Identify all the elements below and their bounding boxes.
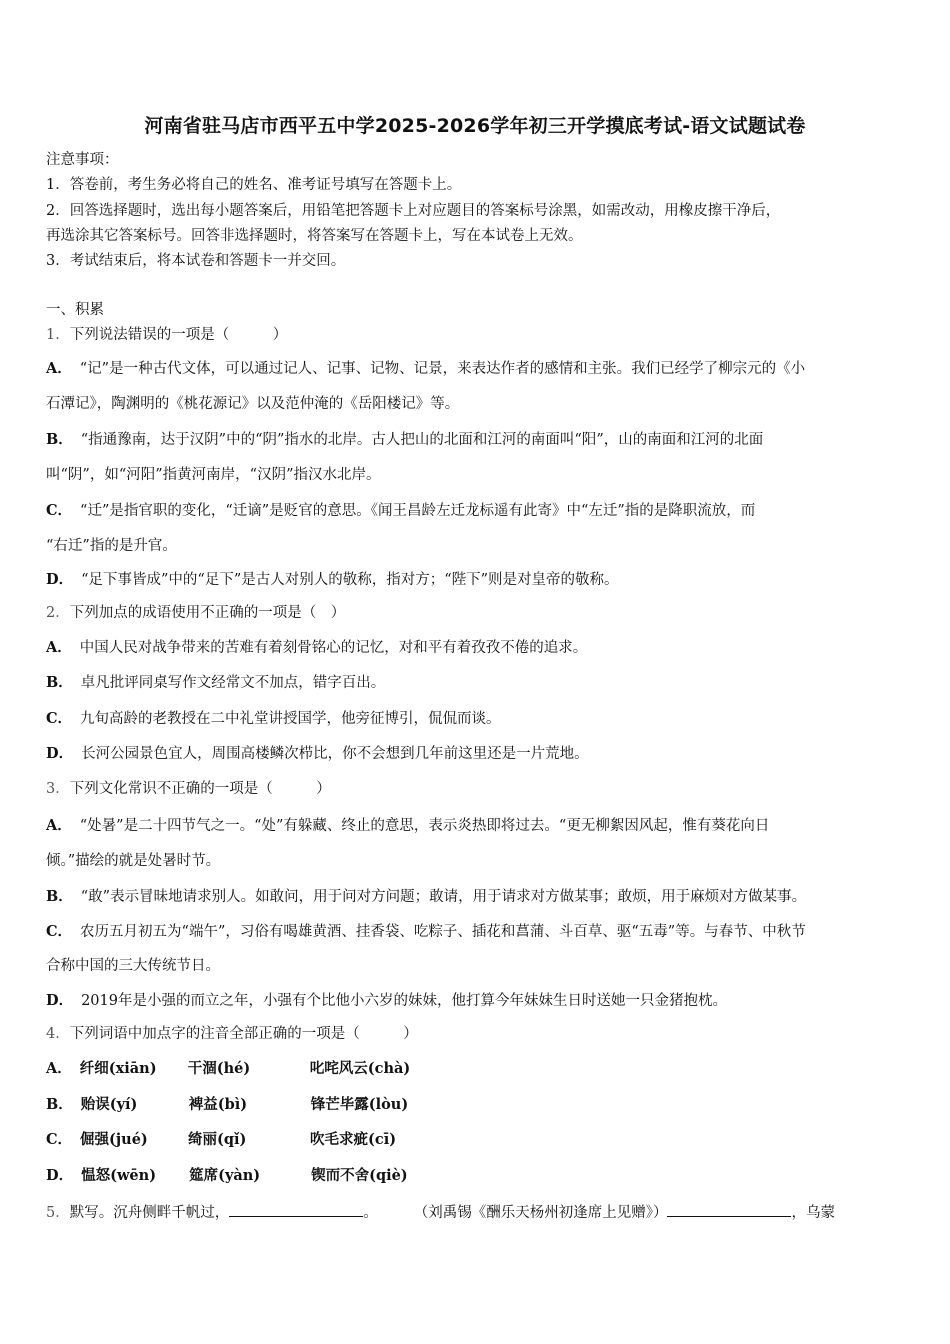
option-continuation: 合称中国的三大传统节日。 — [46, 958, 220, 974]
question-number: 3． — [46, 781, 70, 797]
option-label: D． — [46, 1167, 74, 1184]
question-3-option-d — [46, 992, 727, 1010]
question-3-stem — [46, 781, 331, 798]
question-text: 下列加点的成语使用不正确的一项是（ ） — [69, 605, 346, 621]
question-text: 下列词语中加点字的注音全部正确的一项是（ ） — [69, 1026, 418, 1042]
answer-blank[interactable] — [229, 1202, 363, 1217]
option-text: 农历五月初五为“端午”，习俗有喝雄黄酒、挂香袋、吃粽子、插花和菖蒲、斗百草、驱“五毒”等。与春节、中秋节 — [80, 924, 806, 940]
question-3-option-b — [46, 888, 806, 906]
option-word: 绮丽(qǐ) — [188, 1131, 247, 1148]
question-4-option-b — [46, 1096, 408, 1113]
option-word: 干涸(hé) — [187, 1060, 251, 1077]
option-label: A． — [46, 1060, 72, 1077]
question-4-option-a — [46, 1060, 410, 1077]
option-label: D． — [46, 571, 74, 588]
question-text: 。 — [363, 1205, 378, 1221]
notice-item: 再选涂其它答案标号。回答非选择题时，将答案写在答题卡上，写在本试卷上无效。 — [46, 228, 583, 244]
question-4-option-d — [46, 1167, 408, 1184]
option-text: “敢”表示冒昧地请求别人。如敢问，用于问对方问题；敢请，用于请求对方做某事；敢烦，用于麻烦对方做某事。 — [80, 889, 807, 905]
option-continuation: 叫“阴”，如“河阳”指黄河南岸，“汉阴”指汉水北岸。 — [46, 467, 381, 483]
option-label: D． — [46, 992, 74, 1009]
option-label: A． — [46, 360, 72, 377]
option-label: B． — [46, 888, 73, 905]
option-label: A． — [46, 639, 72, 656]
question-1-option-c — [46, 502, 755, 520]
option-word: 愠怒(wēn) — [81, 1167, 157, 1184]
option-text: 长河公园景色宜人，周围高楼鳞次栉比，你不会想到几年前这里还是一片荒地。 — [81, 746, 589, 762]
option-text: “迁”是指官职的变化，“迁谪”是贬官的意思。《闻王昌龄左迁龙标遥有此寄》中“左迁”指的是降职流放，而 — [80, 503, 756, 519]
option-label: B． — [46, 674, 73, 691]
option-label: A． — [46, 817, 72, 834]
notice-item: 1．答卷前，考生务必将自己的姓名、准考证号填写在答题卡上。 — [46, 177, 462, 193]
option-text: “足下事皆成”中的“足下”是古人对别人的敬称，指对方；“陛下”则是对皇帝的敬称。 — [81, 572, 619, 588]
question-2-option-a — [46, 639, 587, 657]
option-word: 筵席(yàn) — [189, 1167, 261, 1184]
option-word: 锋芒毕露(lòu) — [310, 1096, 409, 1113]
option-continuation: 倾。”描绘的就是处暑时节。 — [46, 853, 221, 869]
question-1-option-b — [46, 431, 763, 449]
question-1-stem — [46, 327, 287, 344]
question-number: 5． — [46, 1205, 70, 1221]
option-word: 纤细(xiān) — [79, 1060, 157, 1077]
question-number: 2． — [46, 605, 70, 621]
option-label: C． — [46, 710, 73, 727]
option-text: 九旬高龄的老教授在二中礼堂讲授国学，他旁征博引，侃侃而谈。 — [80, 711, 501, 727]
option-label: C． — [46, 502, 73, 519]
question-1-option-a — [46, 360, 805, 378]
question-text: 下列文化常识不正确的一项是（ ） — [69, 781, 331, 797]
exam-title: 河南省驻马店市西平五中学2025-2026学年初三开学摸底考试-语文试题试卷 — [144, 115, 806, 137]
option-word: 锲而不舍(qiè) — [311, 1167, 408, 1184]
option-word: 叱咤风云(chà) — [309, 1060, 411, 1077]
option-label: D． — [46, 745, 74, 762]
option-text: 2019年是小强的而立之年，小强有个比他小六岁的妹妹，他打算今年妹妹生日时送她一只金猪抱枕。 — [81, 993, 727, 1009]
option-continuation: 石潭记》，陶渊明的《桃花源记》以及范仲淹的《岳阳楼记》等。 — [46, 396, 460, 412]
question-1-option-d — [46, 571, 619, 589]
question-2-stem — [46, 605, 345, 622]
option-text: 卓凡批评同桌写作文经常文不加点，错字百出。 — [80, 675, 386, 691]
question-2-option-d — [46, 745, 589, 763]
question-5-stem — [46, 1202, 835, 1222]
option-word: 倔强(jué) — [80, 1131, 148, 1148]
option-label: B． — [46, 431, 73, 448]
question-text: 下列说法错误的一项是（ ） — [69, 327, 288, 343]
section-heading: 一、积累 — [46, 302, 104, 318]
question-4-stem — [46, 1026, 418, 1043]
notice-item: 2．回答选择题时，选出每小题答案后，用铅笔把答题卡上对应题目的答案标号涂黑，如需改动，用橡皮擦干净后， — [46, 203, 781, 219]
option-word: 裨益(bì) — [188, 1096, 248, 1113]
question-3-option-a — [46, 817, 769, 835]
option-word: 吹毛求疵(cī) — [310, 1131, 397, 1148]
option-text: “记”是一种古代文体，可以通过记人、记事、记物、记景，来表达作者的感情和主张。我们已经学了柳宗元的《小 — [79, 361, 806, 377]
question-text: 默写。沉舟侧畔千帆过， — [69, 1205, 230, 1221]
notice-heading: 注意事项： — [46, 152, 119, 168]
option-label: C． — [46, 923, 73, 940]
question-4-option-c — [46, 1131, 396, 1148]
option-label: C． — [46, 1131, 73, 1148]
option-label: B． — [46, 1096, 73, 1113]
option-text: “指通豫南，达于汉阴”中的“阴”指水的北岸。古人把山的北面和江河的南面叫“阳”，山的南面和江河的北面 — [80, 432, 764, 448]
question-text: ，乌蒙 — [791, 1205, 835, 1221]
question-number: 1． — [46, 327, 70, 343]
source-citation: （刘禹锡《酬乐天杨州初逢席上见赠》） — [413, 1205, 668, 1221]
option-word: 贻误(yí) — [80, 1096, 138, 1113]
option-text: 中国人民对战争带来的苦难有着刻骨铭心的记忆，对和平有着孜孜不倦的追求。 — [79, 640, 588, 656]
option-text: “处暑”是二十四节气之一。“处”有躲藏、终止的意思，表示炎热即将过去。“更无柳絮因风起，惟有葵花向日 — [79, 818, 770, 834]
option-continuation: “右迁”指的是升官。 — [46, 538, 177, 554]
question-number: 4． — [46, 1026, 70, 1042]
answer-blank[interactable] — [667, 1202, 791, 1217]
notice-item: 3．考试结束后，将本试卷和答题卡一并交回。 — [46, 253, 346, 269]
question-2-option-b — [46, 674, 385, 692]
question-3-option-c — [46, 923, 806, 941]
question-2-option-c — [46, 710, 501, 728]
